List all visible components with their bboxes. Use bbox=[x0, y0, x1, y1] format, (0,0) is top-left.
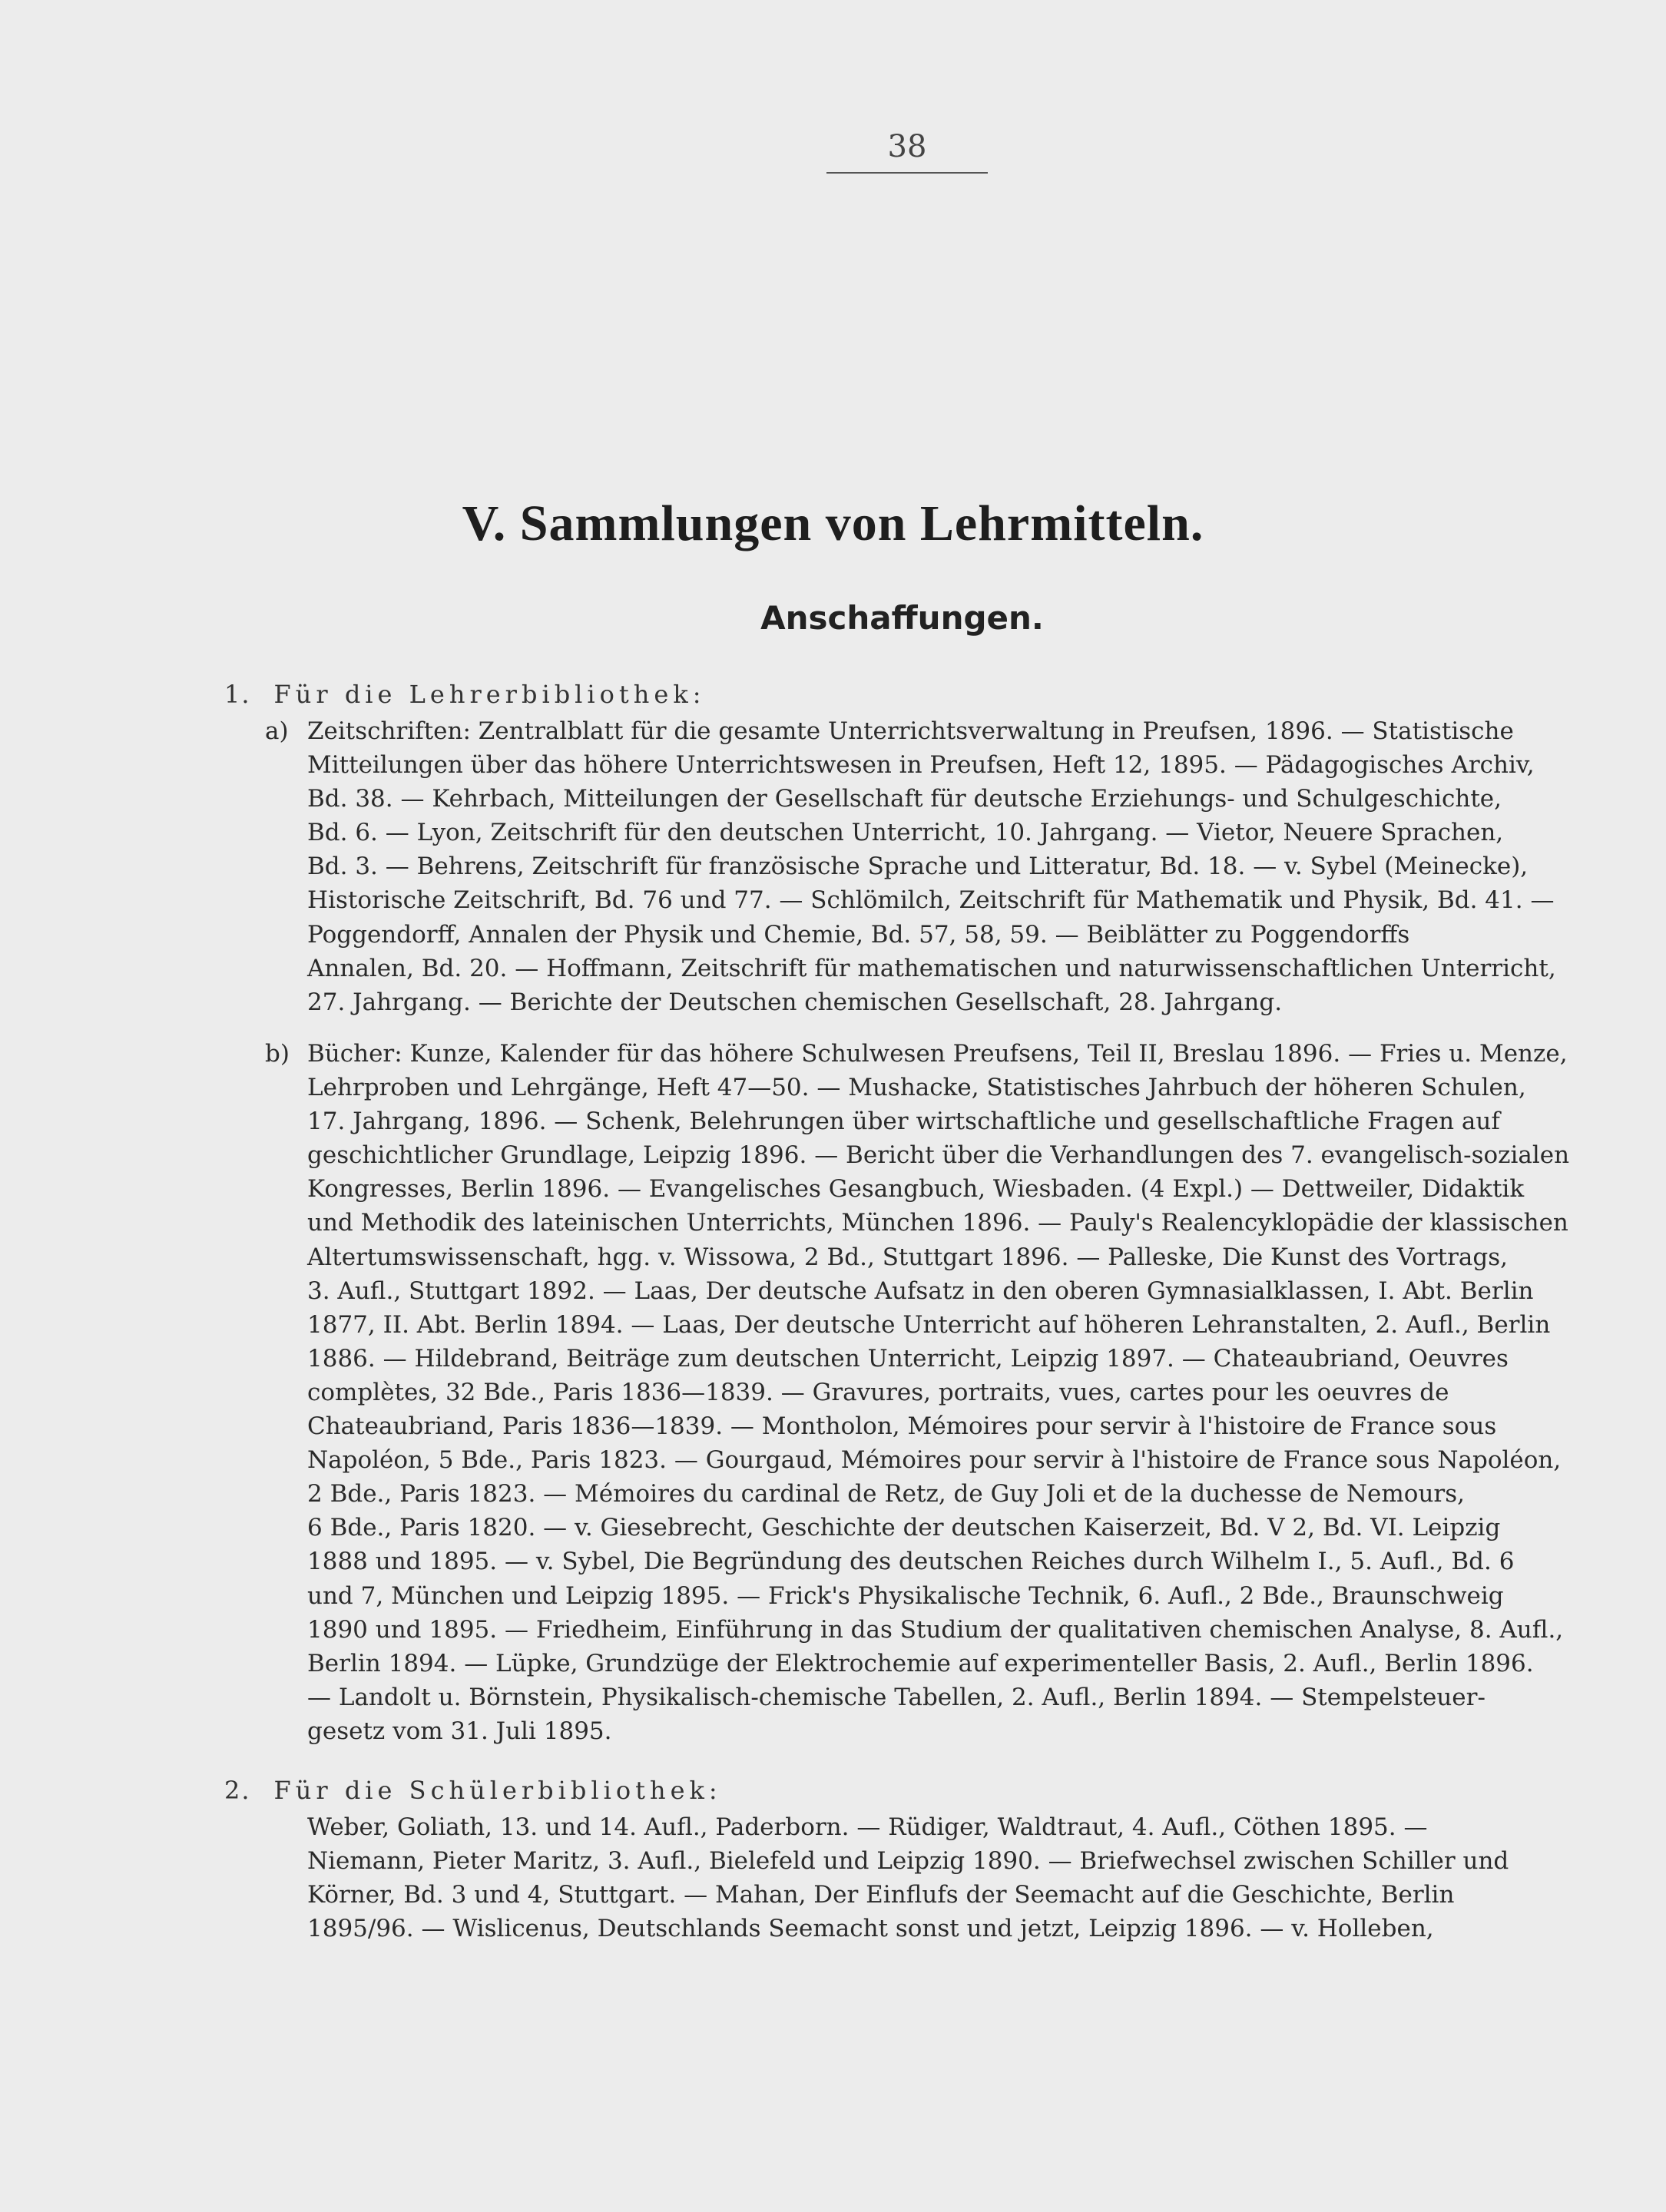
list-heading-schuelerbibliothek bbox=[224, 1776, 722, 1805]
list-heading-text: Für die Schülerbibliothek: bbox=[273, 1776, 722, 1805]
entry-marker: b) bbox=[265, 1040, 290, 1068]
entry-text: Zeitschriften: Zentralblatt für die gesamte Unterrichtsverwaltung in Preufsen, 1896. — Statistische Mitteilungen über das höhere Unterrichtswesen in Preufsen, Heft 12, 1895. — Pädagogisches Archiv, Bd. 38. — Kehrbach, Mitteilungen der Gesellschaft für deutsche Erziehungs- und Schulgeschichte, Bd. 6. — Lyon, Zeitschrift für den deutschen Unterricht, 10. Jahrgang. — Vietor, Neuere Sprachen, Bd. 3. — Behrens, Zeitschrift für französische Sprache und Litteratur, Bd. 18. — v. Sybel (Meinecke), Historische Zeitschrift, Bd. 76 und 77. — Schlömilch, Zeitschrift für Mathematik und Physik, Bd. 41. — Poggendorff, Annalen der Physik und Chemie, Bd. 57, 58, 59. — Beiblätter zu Poggendorffs Annalen, Bd. 20. — Hoffmann, Zeitschrift für mathematischen und naturwissenschaftlichen Unterricht, 27. Jahrgang. — Berichte der Deutschen chemischen Gesellschaft, 28. Jahrgang. bbox=[307, 717, 1556, 1016]
list-number: 2. bbox=[224, 1776, 251, 1805]
entry-text: Bücher: Kunze, Kalender für das höhere Schulwesen Preufsens, Teil II, Breslau 1896. — Fries u. Menze, Lehrproben und Lehrgänge, Heft 47—50. — Mushacke, Statistisches Jahrbuch der höheren Schulen, 17. Jahrgang, 1896. — Schenk, Belehrungen über wirtschaftliche und gesellschaftliche Fragen auf geschichtlicher Grundlage, Leipzig 1896. — Bericht über die Verhandlungen des 7. evangelisch-sozialen Kongresses, Berlin 1896. — Evangelisches Gesangbuch, Wiesbaden. (4 Expl.) — Dettweiler, Didaktik und Methodik des lateinischen Unterrichts, München 1896. — Pauly's Realencyklopädie der klassischen Altertumswissenschaft, hgg. v. Wissowa, 2 Bd., Stuttgart 1896. — Palleske, Die Kunst des Vortrags, 3. Aufl., Stuttgart 1892. — Laas, Der deutsche Aufsatz in den oberen Gymnasialklassen, I. Abt. Berlin 1877, II. Abt. Berlin 1894. — Laas, Der deutsche Unterricht auf höheren Lehranstalten, 2. Aufl., Berlin 1886. — Hildebrand, Beiträge zum deutschen Unterricht, Leipzig 1897. — Chateaubriand, Oeuvres complètes, 32 Bde., Paris 1836—1839. — Gravures, portraits, vues, cartes pour les oeuvres de Chateaubriand, Paris 1836—1839. — Montholon, Mémoires pour servir à l'histoire de France sous Napoléon, 5 Bde., Paris 1823. — Gourgaud, Mémoires pour servir à l'histoire de France sous Napoléon, 2 Bde., Paris 1823. — Mémoires du cardinal de Retz, de Guy Joli et de la duchesse de Nemours, 6 Bde., Paris 1820. — v. Giesebrecht, Geschichte der deutschen Kaiserzeit, Bd. V 2, Bd. VI. Leipzig 1888 und 1895. — v. Sybel, Die Begründung des deutschen Reiches durch Wilhelm I., 5. Aufl., Bd. 6 und 7, München und Leipzig 1895. — Frick's Physikalische Technik, 6. Aufl., 2 Bde., Braunschweig 1890 und 1895. — Friedheim, Einführung in das Studium der qualitativen chemischen Analyse, 8. Aufl., Berlin 1894. — Lüpke, Grundzüge der Elektrochemie auf experimenteller Basis, 2. Aufl., Berlin 1896. — Landolt u. Börnstein, Physikalisch-chemische Tabellen, 2. Aufl., Berlin 1894. — Stempelsteuer- gesetz vom 31. Juli 1895. bbox=[307, 1040, 1570, 1745]
page-number: 38 bbox=[887, 129, 927, 164]
list-heading-lehrerbibliothek bbox=[224, 680, 705, 709]
chapter-title: V. Sammlungen von Lehrmitteln. bbox=[462, 495, 1204, 551]
entry-marker: a) bbox=[265, 717, 289, 745]
entry-buecher bbox=[265, 1037, 1598, 1748]
list-heading-text: Für die Lehrerbibliothek: bbox=[273, 680, 706, 709]
section-heading: Anschaffungen. bbox=[760, 599, 1044, 637]
entry-zeitschriften bbox=[265, 714, 1598, 1019]
entry-text: Weber, Goliath, 13. und 14. Aufl., Paderborn. — Rüdiger, Waldtraut, 4. Aufl., Cöthen 1895. — Niemann, Pieter Maritz, 3. Aufl., Bielefeld und Leipzig 1890. — Briefwechsel zwischen Schiller und Körner, Bd. 3 und 4, Stuttgart. — Mahan, Der Einflufs der Seemacht auf die Geschichte, Berlin 1895/96. — Wislicenus, Deutschlands Seemacht sonst und jetzt, Leipzig 1896. — v. Holleben, bbox=[307, 1813, 1509, 1943]
entry-schuelerbuecher bbox=[265, 1810, 1598, 1945]
list-number: 1. bbox=[224, 680, 251, 709]
page-number-rule bbox=[826, 172, 988, 174]
